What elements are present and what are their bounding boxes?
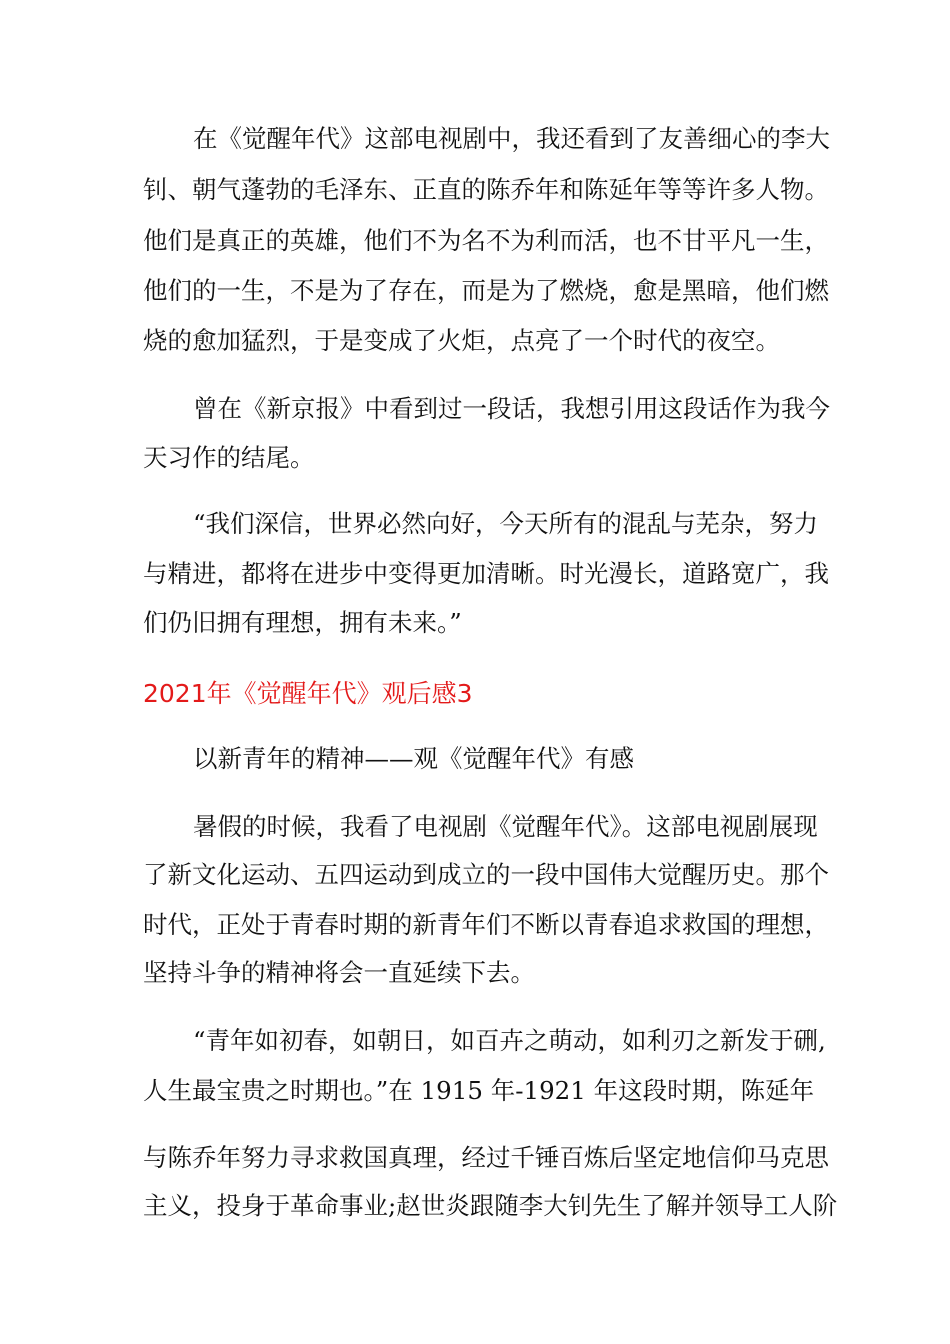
paragraph-4-line-1: 暑假的时候，我看了电视剧《觉醒年代》。这部电视剧展现 (193, 812, 818, 841)
quote-2-line-1: “青年如初春，如朝日，如百卉之萌动，如利刃之新发于硎, (193, 1026, 826, 1055)
paragraph-2-line-1: 曾在《新京报》中看到过一段话，我想引用这段话作为我今 (193, 394, 830, 423)
paragraph-1-line-1: 在《觉醒年代》这部电视剧中，我还看到了友善细心的李大 (193, 124, 830, 153)
paragraph-1-line-2: 钊、朝气蓬勃的毛泽东、正直的陈乔年和陈延年等等许多人物。 (143, 175, 829, 204)
quote-1-line-2: 与精进，都将在进步中变得更加清晰。时光漫长，道路宽广，我 (143, 559, 829, 588)
paragraph-6-line-2: 主义，投身于革命事业;赵世炎跟随李大钊先生了解并领导工人阶 (143, 1191, 838, 1220)
quote-2-line-2: 人生最宝贵之时期也。”在 1915 年-1921 年这段时期，陈延年 (143, 1076, 815, 1105)
quote-1-line-1: “我们深信，世界必然向好，今天所有的混乱与芜杂，努力 (193, 509, 819, 538)
paragraph-1-line-4: 他们的一生，不是为了存在，而是为了燃烧，愈是黑暗，他们燃 (143, 276, 829, 305)
quote-1-line-3: 们仍旧拥有理想，拥有未来。” (143, 608, 462, 637)
essay-subtitle: 以新青年的精神——观《觉醒年代》有感 (193, 744, 634, 773)
paragraph-4-line-2: 了新文化运动、五四运动到成立的一段中国伟大觉醒历史。那个 (143, 860, 829, 889)
paragraph-4-line-4: 坚持斗争的精神将会一直延续下去。 (143, 958, 535, 987)
paragraph-4-line-3: 时代，正处于青春时期的新青年们不断以青春追求救国的理想， (143, 910, 829, 939)
paragraph-6-line-1: 与陈乔年努力寻求救国真理，经过千锤百炼后坚定地信仰马克思 (143, 1143, 829, 1172)
paragraph-2-line-2: 天习作的结尾。 (143, 443, 315, 472)
paragraph-1-line-3: 他们是真正的英雄，他们不为名不为利而活，也不甘平凡一生， (143, 226, 829, 255)
section-heading: 2021年《觉醒年代》观后感3 (143, 679, 473, 708)
paragraph-1-line-5: 烧的愈加猛烈，于是变成了火炬，点亮了一个时代的夜空。 (143, 326, 780, 355)
